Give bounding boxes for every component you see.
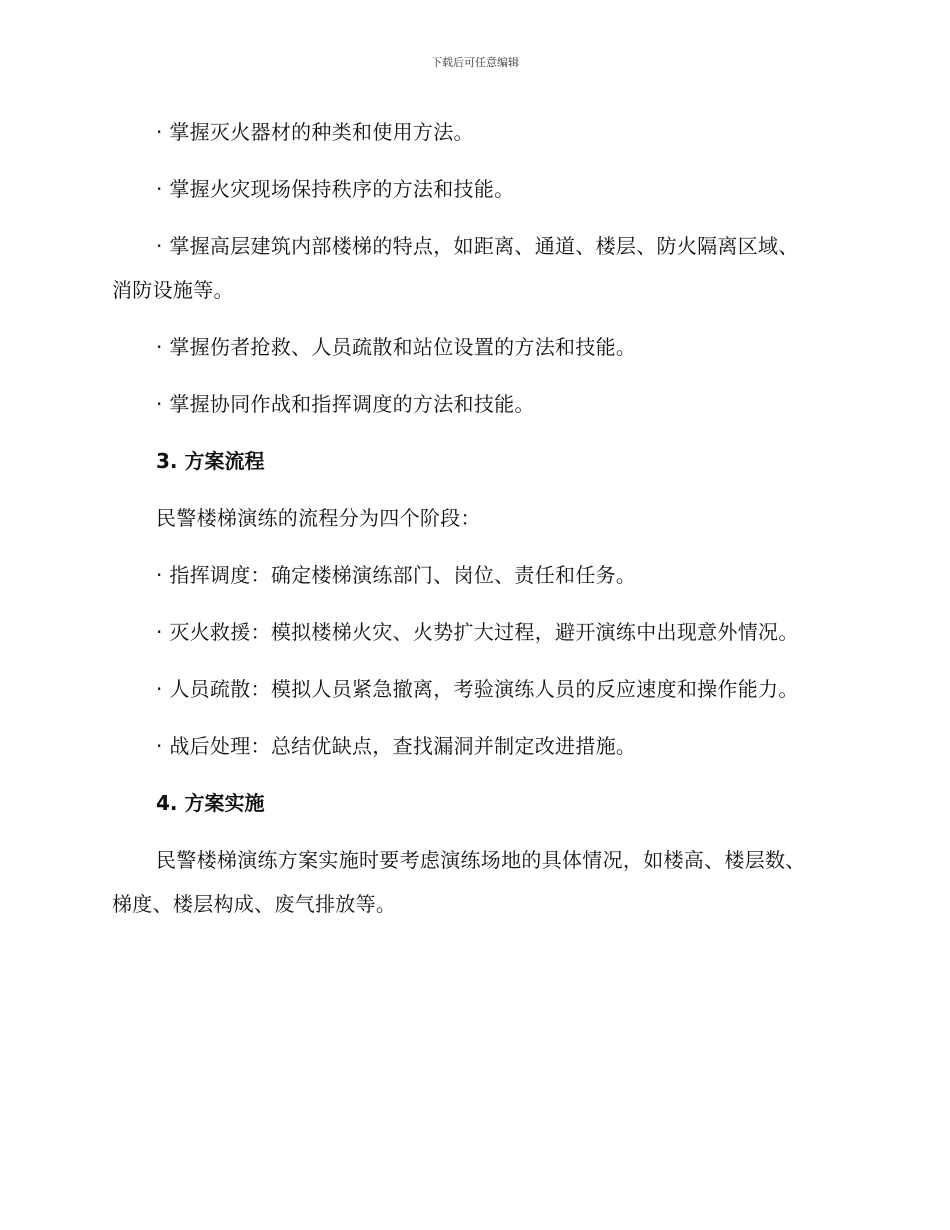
process-intro: 民警楼梯演练的流程分为四个阶段： [156, 506, 481, 530]
document-body [112, 110, 812, 939]
bullet-aftermath: · 战后处理：总结优缺点，查找漏洞并制定改进措施。 [156, 734, 637, 758]
section-heading-process: 3. 方案流程 [156, 449, 265, 473]
page-header: 下载后可任意编辑 [431, 56, 519, 69]
bullet-command: · 指挥调度：确定楼梯演练部门、岗位、责任和任务。 [156, 563, 637, 587]
bullet-firefighting: · 灭火救援：模拟楼梯火灾、火势扩大过程，避开演练中出现意外情况。 [156, 620, 799, 644]
bullet-coordination: · 掌握协同作战和指挥调度的方法和技能。 [156, 392, 535, 416]
section-heading-implementation: 4. 方案实施 [156, 791, 265, 815]
bullet-rescue-evacuation: · 掌握伤者抢救、人员疏散和站位设置的方法和技能。 [156, 335, 637, 359]
bullet-evacuation: · 人员疏散：模拟人员紧急撤离，考验演练人员的反应速度和操作能力。 [156, 677, 799, 701]
bullet-fire-equipment: · 掌握灭火器材的种类和使用方法。 [156, 120, 474, 144]
bullet-order-keeping: · 掌握火灾现场保持秩序的方法和技能。 [156, 177, 515, 201]
bullet-stair-features: · 掌握高层建筑内部楼梯的特点，如距离、通道、楼层、防火隔离区域、消防设施等。 [112, 234, 799, 302]
implementation-text: 民警楼梯演练方案实施时要考虑演练场地的具体情况，如楼高、楼层数、梯度、楼层构成、废气排放等。 [112, 848, 806, 916]
